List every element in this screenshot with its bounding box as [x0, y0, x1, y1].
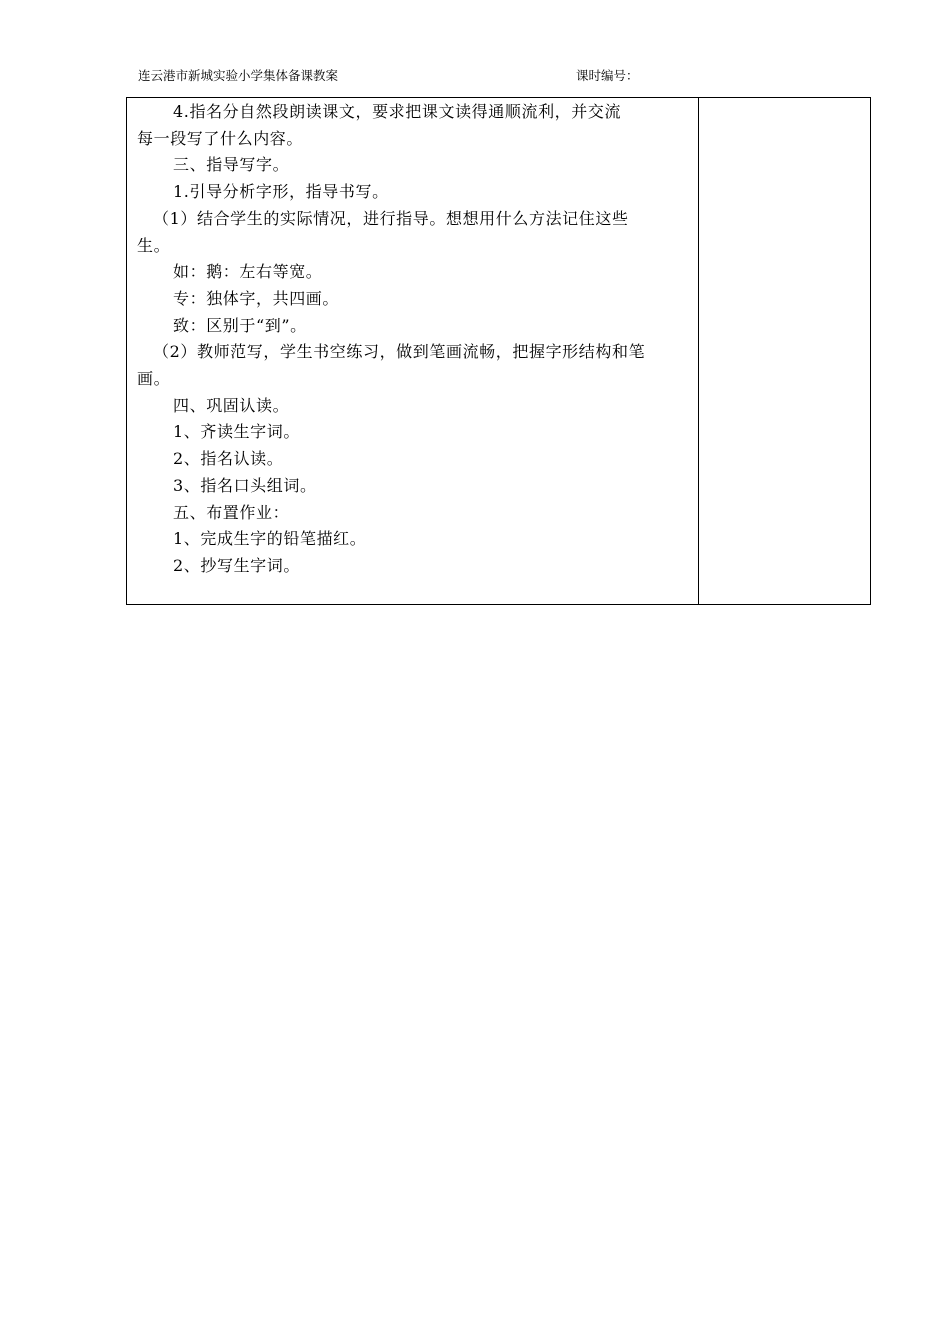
- content-line: 3、指名口头组词。: [173, 475, 317, 495]
- content-line: 致：区别于“到”。: [173, 315, 307, 335]
- lesson-plan-table: [126, 97, 871, 605]
- page-header: [138, 66, 698, 84]
- content-line: （2）教师范写，学生书空练习，做到笔画流畅，把握字形结构和笔: [153, 342, 646, 362]
- content-line: 1、完成生字的铅笔描红。: [173, 529, 367, 549]
- content-line: （1）结合学生的实际情况，进行指导。想想用什么方法记住这些: [153, 208, 629, 228]
- notes-cell: [699, 98, 871, 605]
- content-line: 生。: [137, 235, 171, 255]
- content-line: 专：独体字，共四画。: [173, 288, 340, 308]
- content-line: 五、布置作业：: [173, 502, 290, 522]
- content-line: 2、抄写生字词。: [173, 555, 300, 575]
- lesson-content-cell: [127, 98, 699, 605]
- content-line: 画。: [137, 369, 171, 389]
- lesson-number-label: 课时编号：: [576, 68, 639, 83]
- content-line: 每一段写了什么内容。: [137, 128, 304, 148]
- content-line: 1、齐读生字词。: [173, 422, 300, 442]
- content-line: 四、巩固认读。: [173, 395, 290, 415]
- table-row: [127, 98, 871, 605]
- lesson-content: [127, 98, 698, 580]
- content-line: 如：鹅：左右等宽。: [173, 262, 323, 282]
- school-title: 连云港市新城实验小学集体备课教案: [138, 68, 339, 83]
- content-line: 1.引导分析字形，指导书写。: [173, 182, 389, 202]
- content-line: 2、指名认读。: [173, 449, 284, 469]
- content-line: 三、指导写字。: [173, 155, 290, 175]
- content-line: 4.指名分自然段朗读课文，要求把课文读得通顺流利，并交流: [173, 102, 622, 121]
